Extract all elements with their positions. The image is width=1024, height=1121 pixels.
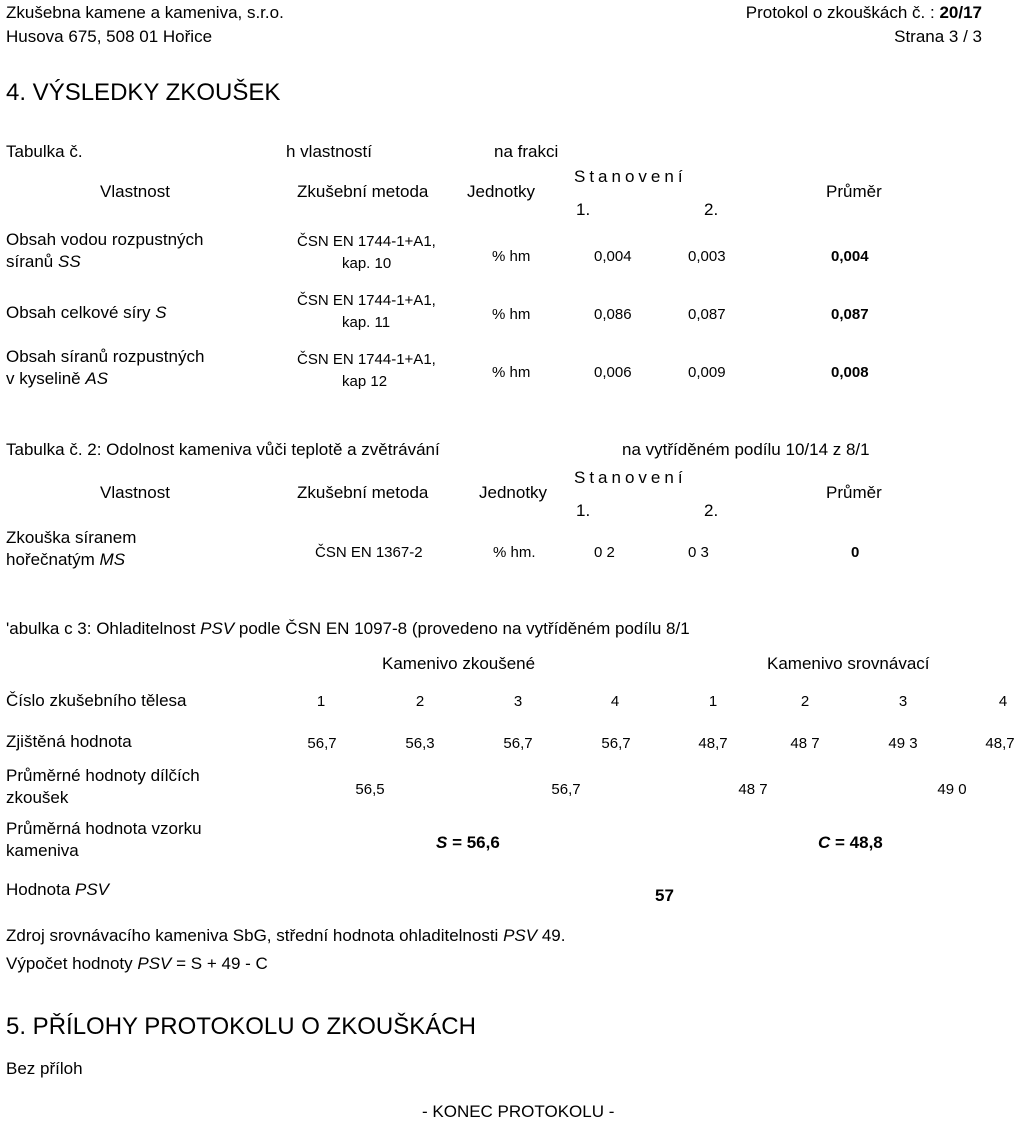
table1-row1-method-line1: ČSN EN 1744-1+A1,: [297, 233, 436, 250]
table1-row3-units: % hm: [492, 364, 531, 381]
note-reference-source: [6, 927, 565, 944]
table2-header-d1: 1.: [576, 501, 591, 520]
table3-row-specimen-label: Číslo zkušebního tělesa: [6, 691, 187, 710]
table2-row-units: % hm.: [493, 544, 536, 561]
table2-caption-left: Tabulka č. 2: Odolnost kameniva vůči teplotě a zvětrávání: [6, 440, 440, 459]
table1-row1-average: 0,004: [831, 248, 869, 265]
table1-header-method: Zkušební metoda: [297, 182, 429, 201]
table1-caption-b: h vlastností: [286, 142, 372, 161]
table2-header-units: Jednotky: [479, 483, 548, 502]
table3-row-partial-line2: zkoušek: [6, 788, 69, 807]
table1-row3-value2: 0,009: [688, 364, 726, 381]
protocol-number-line: [746, 4, 982, 21]
section-4-title: 4. VÝSLEDKY ZKOUŠEK: [6, 79, 281, 106]
table3-row-psv-label: [6, 881, 109, 898]
table3-sample-c: [818, 834, 883, 851]
note-line2-psv: PSV: [137, 954, 172, 973]
table3-value-ref-4: 48,7: [985, 735, 1015, 752]
table1-row3-method-line1: ČSN EN 1744-1+A1,: [297, 351, 436, 368]
table1-row1-property-symbol: SS: [57, 252, 81, 271]
table2-row-property-line2: [6, 549, 136, 571]
table3-sample-s-value: = 56,6: [447, 833, 500, 852]
table3-sample-c-symbol: C: [818, 833, 831, 852]
table1-header-units: Jednotky: [467, 182, 536, 201]
table3-value-3: 56,7: [503, 735, 533, 752]
table2-row-property: [6, 527, 136, 571]
table1-row2-method-line2: kap. 11: [342, 314, 391, 331]
table1-row1-method-line2: kap. 10: [342, 255, 392, 272]
table2-header-property: Vlastnost: [100, 483, 170, 502]
table1-row2-value2: 0,087: [688, 306, 726, 323]
note-psv-formula: [6, 955, 268, 972]
table3-row-sample-line1: Průměrná hodnota vzorku: [6, 819, 202, 838]
protocol-number: 20/17: [939, 3, 982, 22]
note-line2-formula: = S + 49 - C: [171, 954, 268, 973]
table3-sample-s-symbol: S: [436, 833, 448, 852]
table1-row1-property-line2: [6, 251, 204, 273]
note-line1-end: 49.: [537, 926, 566, 945]
table3-partial-avg-2: 56,7: [551, 781, 581, 798]
page-number: Strana 3 / 3: [894, 27, 982, 46]
table1-row1-value2: 0,003: [688, 248, 726, 265]
table2-row-property-line1: Zkouška síranem: [6, 528, 137, 547]
table1-row2-method: [297, 290, 442, 334]
table3-row-psv-symbol: PSV: [75, 880, 110, 899]
table1-row2-property-symbol: S: [155, 303, 167, 322]
table1-row1-property-line1: Obsah vodou rozpustných: [6, 230, 204, 249]
table2-row-value2: 0 3: [688, 544, 709, 561]
table2-row-average: 0: [851, 544, 860, 561]
table3-specimen-ref-4: 4: [998, 693, 1008, 710]
table3-partial-avg-1: 56,5: [355, 781, 385, 798]
table2-header-average: Průměr: [826, 483, 882, 502]
table1-row2-property: [6, 304, 167, 321]
table3-sample-c-value: = 48,8: [830, 833, 883, 852]
table1-row1-units: % hm: [492, 248, 531, 265]
protocol-label: Protokol o zkouškách č. :: [745, 3, 935, 22]
table2-row-property-line2-text: hořečnatým: [6, 550, 100, 569]
table3-row-partial-label: [6, 765, 200, 809]
table1-row3-method-line2: kap 12: [342, 373, 388, 390]
table3-row-sample-line2: kameniva: [6, 841, 79, 860]
table3-value-4: 56,7: [601, 735, 631, 752]
table1-header-average: Průměr: [826, 182, 882, 201]
table1-row2-method-line1: ČSN EN 1744-1+A1,: [297, 292, 436, 309]
table1-caption-a: Tabulka č.: [6, 142, 83, 161]
table1-caption-c: na frakci: [494, 142, 559, 161]
table1-header-determination: Stanovení: [574, 167, 687, 186]
table1-row1-property: [6, 229, 204, 273]
table1-row3-method: [297, 349, 442, 393]
table2-caption-right: na vytříděném podílu 10/14 z 8/1: [622, 440, 870, 459]
table2-row-method: ČSN EN 1367-2: [315, 544, 423, 561]
table3-value-ref-2: 48 7: [790, 735, 820, 752]
section-5-body: Bez příloh: [6, 1059, 83, 1078]
table1-row2-value1: 0,086: [594, 306, 632, 323]
table3-specimen-ref-3: 3: [898, 693, 908, 710]
table1-row3-property-symbol: AS: [85, 369, 109, 388]
note-line2-text: Výpočet hodnoty: [6, 954, 138, 973]
table2-header-d2: 2.: [704, 501, 719, 520]
table1-row2-property-text: Obsah celkové síry: [6, 303, 156, 322]
table3-caption-b: podle ČSN EN 1097-8 (provedeno na vytříděném podílu 8/1: [234, 619, 690, 638]
company-address: Husova 675, 508 01 Hořice: [6, 27, 213, 46]
table3-group-reference: Kamenivo srovnávací: [767, 654, 930, 673]
note-line1-psv: PSV: [503, 926, 538, 945]
table3-value-ref-1: 48,7: [698, 735, 728, 752]
table1-row3-property-line2: [6, 368, 204, 390]
table2-row-value1: 0 2: [594, 544, 615, 561]
table1-row3-average: 0,008: [831, 364, 869, 381]
table3-row-partial-line1: Průměrné hodnoty dílčích: [6, 766, 200, 785]
table1-row3-property-line1: Obsah síranů rozpustných: [6, 347, 205, 366]
table3-specimen-1: 1: [316, 693, 326, 710]
table3-specimen-ref-1: 1: [708, 693, 718, 710]
table3-partial-avg-3: 48 7: [738, 781, 768, 798]
table1-row3-property: [6, 346, 204, 390]
table3-partial-avg-4: 49 0: [937, 781, 967, 798]
table3-sample-s: [436, 834, 500, 851]
table1-header-d2: 2.: [704, 200, 719, 219]
table3-caption-psv: PSV: [200, 619, 235, 638]
end-of-protocol: - KONEC PROTOKOLU -: [422, 1102, 615, 1121]
table1-row1-property-line2-text: síranů: [6, 252, 58, 271]
table3-row-value-label: Zjištěná hodnota: [6, 732, 132, 751]
table2-header-determination: Stanovení: [574, 468, 687, 487]
table3-specimen-2: 2: [415, 693, 425, 710]
table1-row2-units: % hm: [492, 306, 531, 323]
table3-value-1: 56,7: [307, 735, 337, 752]
table1-row2-average: 0,087: [831, 306, 869, 323]
table3-specimen-3: 3: [513, 693, 523, 710]
table3-row-psv-text: Hodnota: [6, 880, 75, 899]
company-name: Zkušebna kamene a kameniva, s.r.o.: [6, 3, 284, 22]
table3-caption: [6, 620, 690, 637]
table1-row1-value1: 0,004: [594, 248, 632, 265]
table1-row3-property-line2-text: v kyselině: [6, 369, 86, 388]
table2-row-property-symbol: MS: [99, 550, 126, 569]
table3-group-tested: Kamenivo zkoušené: [382, 654, 536, 673]
note-line1-text: Zdroj srovnávacího kameniva SbG, střední hodnota ohladitelnosti: [6, 926, 504, 945]
table1-header-property: Vlastnost: [100, 182, 170, 201]
table1-row3-value1: 0,006: [594, 364, 632, 381]
table3-psv-value: 57: [655, 886, 674, 905]
table2-header-method: Zkušební metoda: [297, 483, 429, 502]
table3-value-ref-3: 49 3: [888, 735, 918, 752]
table3-specimen-ref-2: 2: [800, 693, 810, 710]
table1-row1-method: [297, 231, 442, 275]
table3-value-2: 56,3: [405, 735, 435, 752]
table3-caption-a: 'abulka c 3: Ohladitelnost: [6, 619, 201, 638]
section-5-title: 5. PŘÍLOHY PROTOKOLU O ZKOUŠKÁCH: [6, 1013, 476, 1040]
table1-header-d1: 1.: [576, 200, 591, 219]
table3-row-sample-label: [6, 818, 202, 862]
table3-specimen-4: 4: [610, 693, 620, 710]
